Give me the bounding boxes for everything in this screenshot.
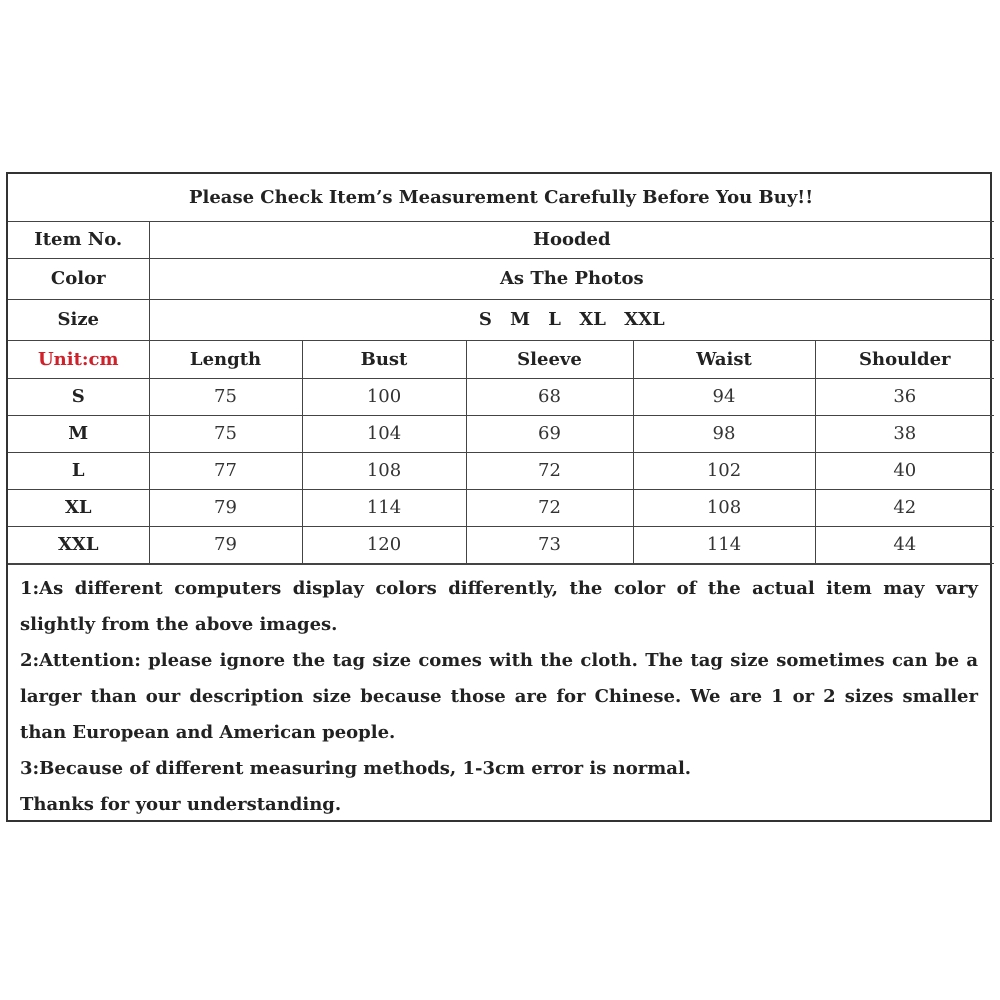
table-cell: 44 — [815, 527, 994, 564]
size-row — [8, 300, 994, 341]
item-no-value: Hooded — [149, 222, 994, 259]
unit-label: Unit:cm — [8, 341, 149, 379]
table-row — [8, 416, 994, 453]
table-cell: 114 — [302, 490, 466, 527]
column-header: Shoulder — [815, 341, 994, 379]
table-cell: 120 — [302, 527, 466, 564]
table-cell: 79 — [149, 490, 302, 527]
row-size: S — [8, 379, 149, 416]
table-row — [8, 379, 994, 416]
table-cell: 40 — [815, 453, 994, 490]
column-header: Length — [149, 341, 302, 379]
table-cell: 100 — [302, 379, 466, 416]
size-chart — [6, 172, 992, 822]
row-size: XXL — [8, 527, 149, 564]
title-row — [8, 174, 994, 222]
table-cell: 79 — [149, 527, 302, 564]
color-row — [8, 259, 994, 300]
thanks-note: Thanks for your understanding. — [20, 794, 342, 815]
row-size: XL — [8, 490, 149, 527]
column-header: Bust — [302, 341, 466, 379]
table-cell: 77 — [149, 453, 302, 490]
table-cell: 98 — [633, 416, 815, 453]
table-cell: 94 — [633, 379, 815, 416]
table-cell: 75 — [149, 379, 302, 416]
color-value: As The Photos — [149, 259, 994, 300]
table-cell: 69 — [466, 416, 633, 453]
note-1: 1:As different computers display colors differently, the color of the actual item may vary slightly from the above images. — [20, 578, 978, 635]
table-row — [8, 490, 994, 527]
column-header: Waist — [633, 341, 815, 379]
size-value: S M L XL XXL — [149, 300, 994, 341]
table-cell: 102 — [633, 453, 815, 490]
row-size: L — [8, 453, 149, 490]
table-cell: 108 — [302, 453, 466, 490]
item-no-row — [8, 222, 994, 259]
table-cell: 108 — [633, 490, 815, 527]
table-row — [8, 453, 994, 490]
table-row — [8, 527, 994, 564]
chart-title: Please Check Item’s Measurement Carefully Before You Buy!! — [8, 174, 994, 222]
table-cell: 36 — [815, 379, 994, 416]
note-3: 3:Because of different measuring methods, 1-3cm error is normal. — [20, 758, 692, 779]
size-label: Size — [8, 300, 149, 341]
color-label: Color — [8, 259, 149, 300]
table-cell: 75 — [149, 416, 302, 453]
table-cell: 42 — [815, 490, 994, 527]
table-cell: 72 — [466, 490, 633, 527]
size-table — [8, 174, 994, 564]
item-no-label: Item No. — [8, 222, 149, 259]
notes — [8, 564, 990, 823]
table-cell: 104 — [302, 416, 466, 453]
table-cell: 72 — [466, 453, 633, 490]
table-cell: 114 — [633, 527, 815, 564]
table-cell: 38 — [815, 416, 994, 453]
table-cell: 68 — [466, 379, 633, 416]
note-2: 2:Attention: please ignore the tag size comes with the cloth. The tag size sometimes can be a larger than our description size because those are for Chinese. We are 1 or 2 sizes smaller than European and American people. — [20, 650, 978, 743]
header-row — [8, 341, 994, 379]
row-size: M — [8, 416, 149, 453]
column-header: Sleeve — [466, 341, 633, 379]
table-cell: 73 — [466, 527, 633, 564]
